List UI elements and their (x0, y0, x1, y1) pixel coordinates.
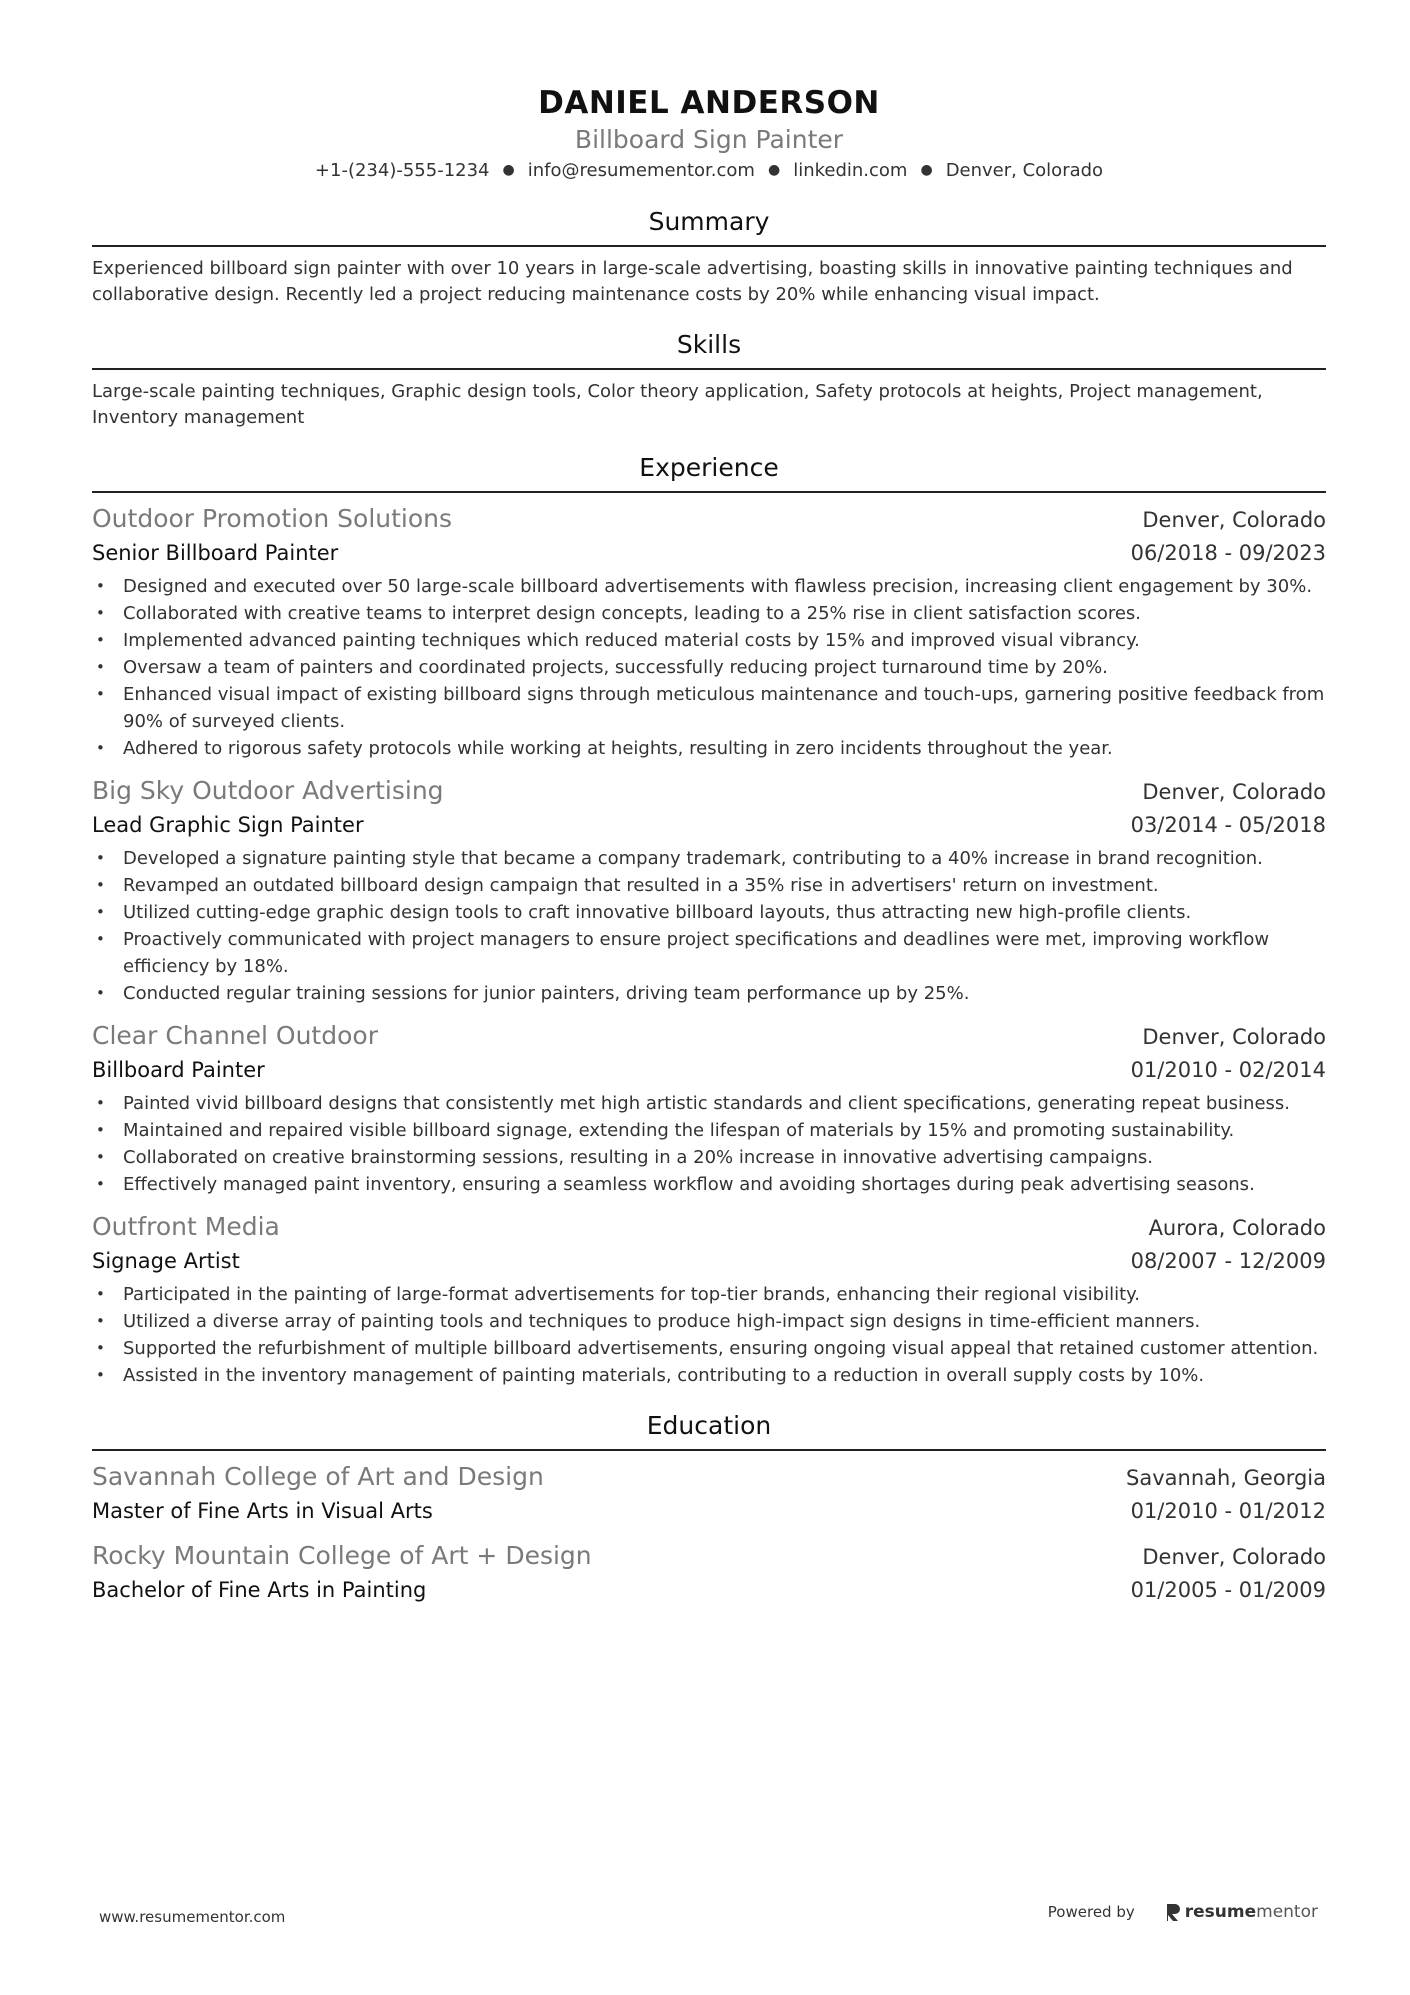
job-dates: 06/2018 - 09/2023 (1130, 541, 1326, 565)
footer-branding (1048, 1902, 1318, 1922)
job-title: Billboard Painter (92, 1058, 265, 1082)
contact-location: Denver, Colorado (945, 160, 1104, 181)
separator-dot-icon: ● (767, 162, 781, 178)
list-item: • Proactively communicated with project managers to ensure project specifications and deadlines were met, improving workflow efficiency by 18%. (92, 926, 1326, 980)
job-dates: 03/2014 - 05/2018 (1130, 813, 1326, 837)
experience-entry (92, 502, 1326, 762)
job-dates: 08/2007 - 12/2009 (1130, 1249, 1326, 1273)
list-item: • Assisted in the inventory management of painting materials, contributing to a reduction in overall supply costs by 10%. (92, 1362, 1326, 1389)
job-bullets (92, 845, 1326, 1007)
brand-logo[interactable] (1165, 1902, 1318, 1922)
section-title-experience: Experience (92, 452, 1326, 493)
candidate-name: DANIEL ANDERSON (538, 85, 880, 121)
list-item: • Enhanced visual impact of existing billboard signs through meticulous maintenance and touch-ups, garnering positive feedback from 90% of surveyed clients. (92, 681, 1326, 735)
list-item: • Utilized a diverse array of painting tools and techniques to produce high-impact sign designs in time-efficient manners. (92, 1308, 1326, 1335)
separator-dot-icon: ● (502, 162, 515, 178)
job-bullets (92, 1090, 1326, 1198)
resume-page (92, 84, 1326, 1606)
job-dates: 01/2010 - 02/2014 (1130, 1058, 1326, 1082)
list-item: • Utilized cutting-edge graphic design tools to craft innovative billboard layouts, thus attracting new high-profile clients. (92, 899, 1326, 926)
contact-line (92, 158, 1326, 185)
list-item: • Designed and executed over 50 large-scale billboard advertisements with flawless precision, increasing client engagement by 30%. (92, 573, 1326, 600)
job-bullets (92, 573, 1326, 762)
brand-name-bold: resume (1184, 1902, 1257, 1922)
company-name: Outfront Media (92, 1212, 280, 1241)
candidate-role: Billboard Sign Painter (574, 125, 844, 154)
company-name: Outdoor Promotion Solutions (92, 504, 453, 533)
list-item: • Painted vivid billboard designs that consistently met high artistic standards and client specifications, generating repeat business. (92, 1090, 1326, 1117)
job-location: Aurora, Colorado (1148, 1216, 1326, 1240)
education-entry (92, 1460, 1326, 1527)
contact-email[interactable]: info@resumementor.com (527, 160, 755, 181)
company-name: Clear Channel Outdoor (92, 1021, 378, 1050)
list-item: • Revamped an outdated billboard design campaign that resulted in a 35% rise in advertisers' return on investment. (92, 872, 1326, 899)
powered-by-label: Powered by (1047, 1903, 1135, 1921)
section-title-education: Education (92, 1410, 1326, 1451)
section-title-skills: Skills (92, 329, 1326, 370)
list-item: • Developed a signature painting style that became a company trademark, contributing to a 40% increase in brand recognition. (92, 845, 1326, 872)
list-item: • Participated in the painting of large-format advertisements for top-tier brands, enhancing their regional visibility. (92, 1281, 1326, 1308)
job-location: Denver, Colorado (1142, 1025, 1326, 1049)
school-location: Denver, Colorado (1142, 1545, 1326, 1569)
school-name: Savannah College of Art and Design (92, 1462, 544, 1491)
list-item: • Collaborated on creative brainstorming sessions, resulting in a 20% increase in innovative advertising campaigns. (92, 1144, 1326, 1171)
separator-dot-icon: ● (920, 162, 933, 178)
summary-text: Experienced billboard sign painter with over 10 years in large-scale advertising, boasting skills in innovative painting techniques and collaborative design. Recently led a project reducing maintenance costs by 20% while enhancing visual impact. (92, 258, 1293, 305)
experience-entry (92, 1210, 1326, 1389)
education-dates: 01/2005 - 01/2009 (1130, 1578, 1326, 1602)
job-location: Denver, Colorado (1142, 780, 1326, 804)
job-title: Senior Billboard Painter (92, 541, 339, 565)
education-entry (92, 1539, 1326, 1606)
job-title: Signage Artist (92, 1249, 240, 1273)
job-location: Denver, Colorado (1142, 508, 1326, 532)
job-bullets (92, 1281, 1326, 1389)
brand-mark-icon (1165, 1902, 1181, 1922)
list-item: • Maintained and repaired visible billboard signage, extending the lifespan of materials by 15% and promoting sustainability. (92, 1117, 1326, 1144)
list-item: • Implemented advanced painting techniques which reduced material costs by 15% and improved visual vibrancy. (92, 627, 1326, 654)
list-item: • Conducted regular training sessions for junior painters, driving team performance up by 25%. (92, 980, 1326, 1007)
section-title-summary: Summary (92, 206, 1326, 247)
contact-linkedin[interactable]: linkedin.com (793, 160, 908, 181)
school-location: Savannah, Georgia (1126, 1466, 1326, 1490)
contact-phone: +1-(234)-555-1234 (314, 160, 490, 181)
degree-name: Bachelor of Fine Arts in Painting (92, 1578, 427, 1602)
skills-text: Large-scale painting techniques, Graphic design tools, Color theory application, Safety protocols at heights, Project management, Inventory management (92, 381, 1263, 428)
list-item: • Oversaw a team of painters and coordinated projects, successfully reducing project turnaround time by 20%. (92, 654, 1326, 681)
resume-header (92, 84, 1326, 185)
brand-name-light: mentor (1256, 1902, 1318, 1922)
list-item: • Effectively managed paint inventory, ensuring a seamless workflow and avoiding shortages during peak advertising seasons. (92, 1171, 1326, 1198)
school-name: Rocky Mountain College of Art + Design (92, 1541, 592, 1570)
education-dates: 01/2010 - 01/2012 (1130, 1499, 1326, 1523)
footer-website[interactable]: www.resumementor.com (99, 1908, 286, 1926)
list-item: • Supported the refurbishment of multiple billboard advertisements, ensuring ongoing visual appeal that retained customer attention. (92, 1335, 1326, 1362)
degree-name: Master of Fine Arts in Visual Arts (92, 1499, 433, 1523)
experience-entry (92, 774, 1326, 1007)
job-title: Lead Graphic Sign Painter (92, 813, 364, 837)
list-item: • Collaborated with creative teams to interpret design concepts, leading to a 25% rise in client satisfaction scores. (92, 600, 1326, 627)
company-name: Big Sky Outdoor Advertising (92, 776, 444, 805)
list-item: • Adhered to rigorous safety protocols while working at heights, resulting in zero incidents throughout the year. (92, 735, 1326, 762)
experience-entry (92, 1019, 1326, 1198)
